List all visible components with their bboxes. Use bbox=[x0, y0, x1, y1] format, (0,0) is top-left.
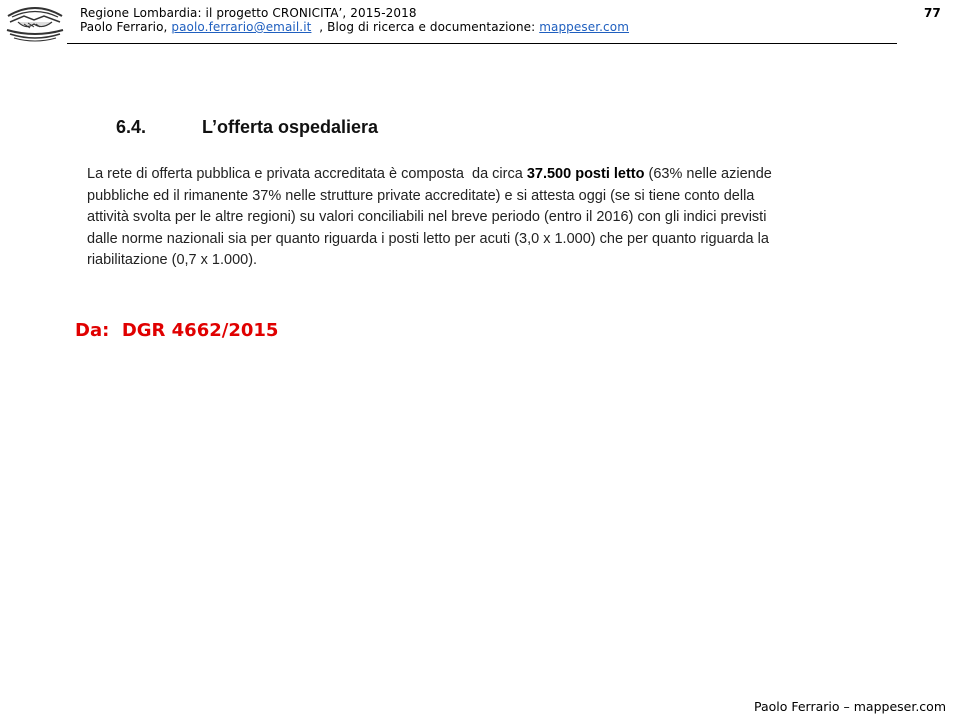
header-title: Regione Lombardia: il progetto CRONICITA’, 2015-2018 bbox=[80, 6, 417, 20]
header-blog-text: , Blog di ricerca e documentazione: bbox=[311, 20, 540, 34]
header-author: Paolo Ferrario, bbox=[80, 20, 172, 34]
paragraph-line: riabilitazione (0,7 x 1.000). bbox=[87, 252, 258, 268]
paragraph-line: attività svolta per le altre regioni) su valori conciliabili nel breve periodo (entro il 2016) con gli indici previsti bbox=[87, 209, 767, 225]
paragraph-text: (63% nelle aziende bbox=[644, 166, 772, 182]
paragraph-line: pubbliche ed il rimanente 37% nelle strutture private accreditate) e si attesta oggi (se si tiene conto della bbox=[87, 187, 755, 204]
body-paragraph bbox=[87, 164, 867, 272]
paragraph-text: La rete di offerta pubblica e privata accreditata è composta da circa bbox=[87, 166, 527, 182]
header-author-line bbox=[80, 20, 629, 34]
email-link[interactable]: paolo.ferrario@email.it bbox=[171, 20, 312, 34]
paragraph-line bbox=[87, 164, 867, 186]
page-number: 77 bbox=[924, 6, 941, 20]
highlight-beds: 37.500 posti letto bbox=[526, 166, 645, 182]
paragraph-line: dalle norme nazionali sia per quanto riguarda i posti letto per acuti (3,0 x 1.000) che per quanto riguarda la bbox=[87, 230, 769, 247]
section-number: 6.4. bbox=[116, 117, 147, 137]
page-header bbox=[80, 6, 629, 34]
header-divider bbox=[67, 43, 897, 44]
page-footer: Paolo Ferrario – mappeser.com bbox=[753, 699, 946, 714]
handshake-logo-icon bbox=[4, 2, 66, 42]
source-note: Da: DGR 4662/2015 bbox=[75, 320, 279, 341]
section-title: L’offerta ospedaliera bbox=[202, 117, 379, 137]
blog-link[interactable]: mappeser.com bbox=[539, 20, 629, 34]
section-heading bbox=[116, 117, 378, 138]
